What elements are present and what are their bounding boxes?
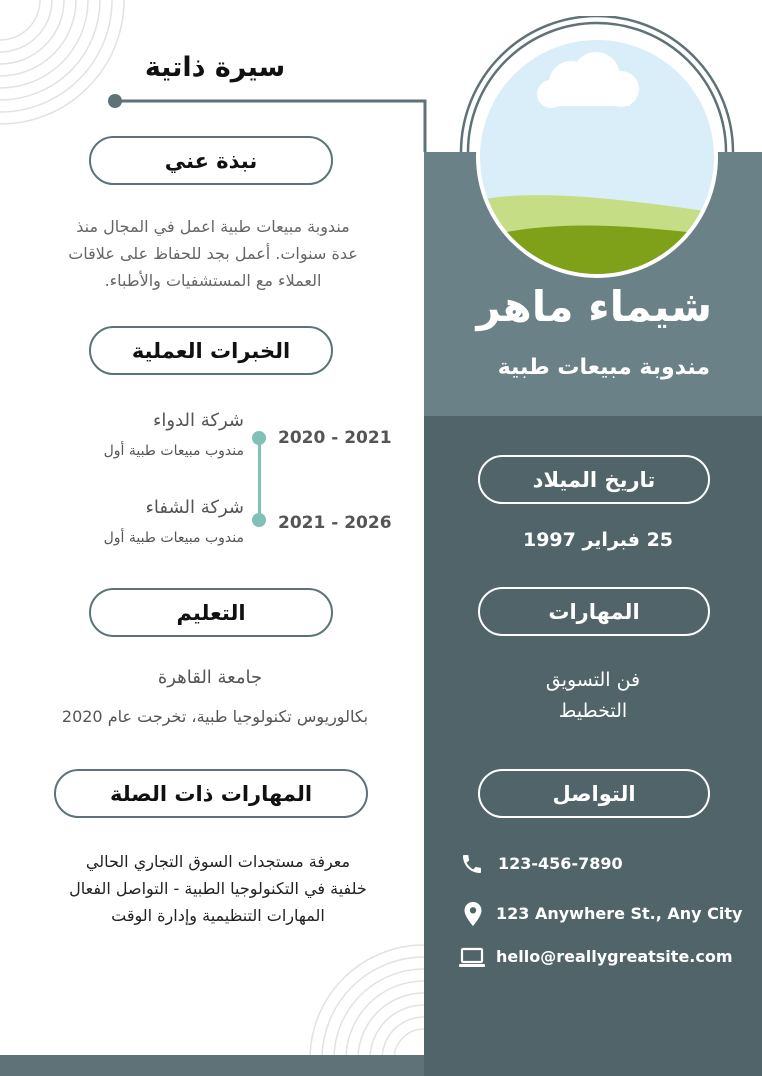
timeline-line: [258, 438, 261, 520]
contact-address: 123 Anywhere St., Any City: [496, 904, 743, 923]
education-degree: بكالوريوس تكنولوجيا طبية، تخرجت عام 2020: [61, 707, 369, 726]
birth-date: 25 فبراير 1997: [522, 529, 674, 551]
skills-list: [480, 665, 706, 727]
profile-job-title: مندوبة مبيعات طبية: [497, 355, 710, 380]
skills-heading: المهارات: [478, 587, 710, 636]
timeline-dot: [252, 431, 266, 445]
skill-item: التخطيط: [558, 700, 628, 722]
education-university: جامعة القاهرة: [157, 667, 263, 688]
contact-email[interactable]: hello@reallygreatsite.com: [496, 947, 733, 966]
experience-role: مندوب مبيعات طبية أول: [103, 530, 244, 546]
footer-bar: [0, 1055, 424, 1076]
skill-item: فن التسويق: [545, 669, 641, 691]
laptop-icon: [458, 947, 486, 969]
profile-name: شيماء ماهر: [476, 282, 712, 331]
location-pin-icon: [462, 901, 484, 927]
experience-heading: الخبرات العملية: [89, 326, 333, 375]
related-skills-heading: المهارات ذات الصلة: [54, 769, 368, 818]
contact-phone[interactable]: 123-456-7890: [498, 854, 623, 873]
birth-heading: تاريخ الميلاد: [478, 455, 710, 504]
experience-years: 2021 - 2026: [278, 513, 392, 533]
contact-heading: التواصل: [478, 769, 710, 818]
phone-icon: [460, 852, 484, 876]
about-text: مندوبة مبيعات طبية اعمل في المجال منذ عدة سنوات. أعمل بجد للحفاظ على علاقات العملاء مع المستشفيات والأطباء.: [68, 217, 358, 290]
decorative-arcs-bottom: [300, 935, 424, 1055]
about-heading: نبذة عني: [89, 136, 333, 185]
experience-company: شركة الدواء: [152, 410, 244, 431]
experience-role: مندوب مبيعات طبية أول: [103, 443, 244, 459]
profile-photo: [456, 16, 738, 278]
experience-years: 2020 - 2021: [278, 428, 392, 448]
experience-company: شركة الشفاء: [145, 497, 244, 518]
resume-title: سيرة ذاتية: [144, 52, 286, 83]
timeline: [252, 431, 266, 527]
sidebar-panel: [424, 416, 762, 1076]
education-heading: التعليم: [89, 588, 333, 637]
related-skills-text: معرفة مستجدات السوق التجاري الحالي خلفية في التكنولوجيا الطبية - التواصل الفعال المهارات التنظيمية وإدارة الوقت: [69, 852, 367, 925]
timeline-dot: [252, 513, 266, 527]
